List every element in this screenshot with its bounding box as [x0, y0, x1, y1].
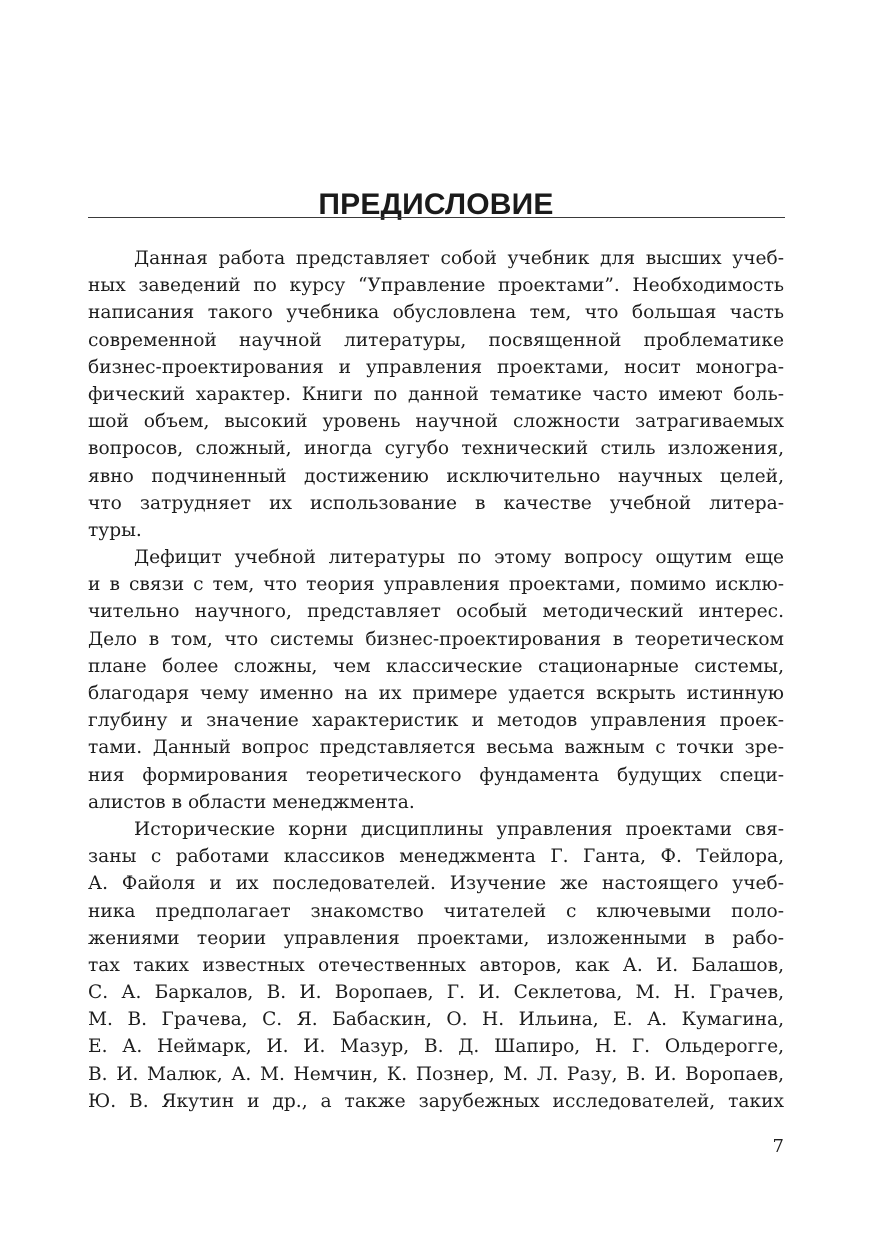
text-line: тах таких известных отечественных авторов, как А. И. Балашов, [88, 954, 784, 976]
text-line: В. И. Малюк, А. М. Немчин, К. Познер, М. Л. Разу, В. И. Воропаев, [88, 1063, 784, 1085]
paragraph [88, 245, 784, 544]
text-line: алистов в области менеджмента. [88, 791, 415, 813]
text-line: Ю. В. Якутин и др., а также зарубежных исследователей, таких [88, 1090, 784, 1112]
page-heading: ПРЕДИСЛОВИЕ [318, 188, 554, 222]
text-line: Данная работа представляет собой учебник для высших учеб- [134, 248, 784, 269]
text-line: бизнес-проектирования и управления проектами, носит моногра- [88, 356, 784, 378]
text-line: чительно научного, представляет особый методический интерес. [88, 601, 784, 623]
text-line: глубину и значение характеристик и методов управления проек- [88, 710, 784, 732]
text-line: заны с работами классиков менеджмента Г. Ганта, Ф. Тейлора, [88, 846, 784, 868]
text-line: ника предполагает знакомство читателей с ключевыми поло- [88, 900, 784, 922]
text-line: С. А. Баркалов, В. И. Воропаев, Г. И. Секлетова, М. Н. Грачев, [88, 982, 784, 1004]
text-line: Дефицит учебной литературы по этому вопросу ощутим еще [134, 547, 784, 569]
text-line: плане более сложны, чем классические стационарные системы, [88, 655, 784, 677]
text-line: М. В. Грачева, С. Я. Бабаскин, О. Н. Ильина, Е. А. Кумагина, [88, 1009, 784, 1031]
paragraph [88, 544, 784, 816]
text-line: фический характер. Книги по данной тематике часто имеют боль- [88, 383, 784, 405]
text-line: Исторические корни дисциплины управления проектами свя- [134, 818, 784, 840]
text-line: шой объем, высокий уровень научной сложности затрагиваемых [88, 411, 784, 433]
text-line: что затрудняет их использование в качестве учебной литера- [88, 492, 784, 514]
text-line: ных заведений по курсу “Управление проектами”. Необходимость [88, 275, 784, 297]
text-line: явно подчиненный достижению исключительно научных целей, [88, 465, 784, 487]
text-line: вопросов, сложный, иногда сугубо технический стиль изложения, [88, 438, 784, 460]
text-line: жениями теории управления проектами, изложенными в рабо- [88, 927, 784, 949]
text-line: ния формирования теоретического фундамента будущих специ- [88, 764, 784, 786]
text-line: Е. А. Неймарк, И. И. Мазур, В. Д. Шапиро, Н. Г. Ольдерогге, [88, 1036, 784, 1058]
text-line: туры. [88, 519, 142, 541]
heading-rule [88, 217, 785, 218]
paragraph [88, 816, 784, 1115]
text-line: современной научной литературы, посвященной проблематике [88, 329, 784, 351]
text-line: А. Файоля и их последователей. Изучение же настоящего учеб- [88, 873, 784, 895]
text-line: Дело в том, что системы бизнес-проектирования в теоретическом [88, 628, 784, 650]
page-number: 7 [772, 1136, 784, 1157]
body-text [88, 245, 784, 1115]
text-line: благодаря чему именно на их примере удается вскрыть истинную [88, 683, 784, 704]
text-line: тами. Данный вопрос представляется весьма важным с точки зре- [88, 737, 784, 759]
text-line: и в связи с тем, что теория управления проектами, помимо исклю- [88, 574, 784, 596]
text-line: написания такого учебника обусловлена тем, что большая часть [88, 302, 784, 324]
